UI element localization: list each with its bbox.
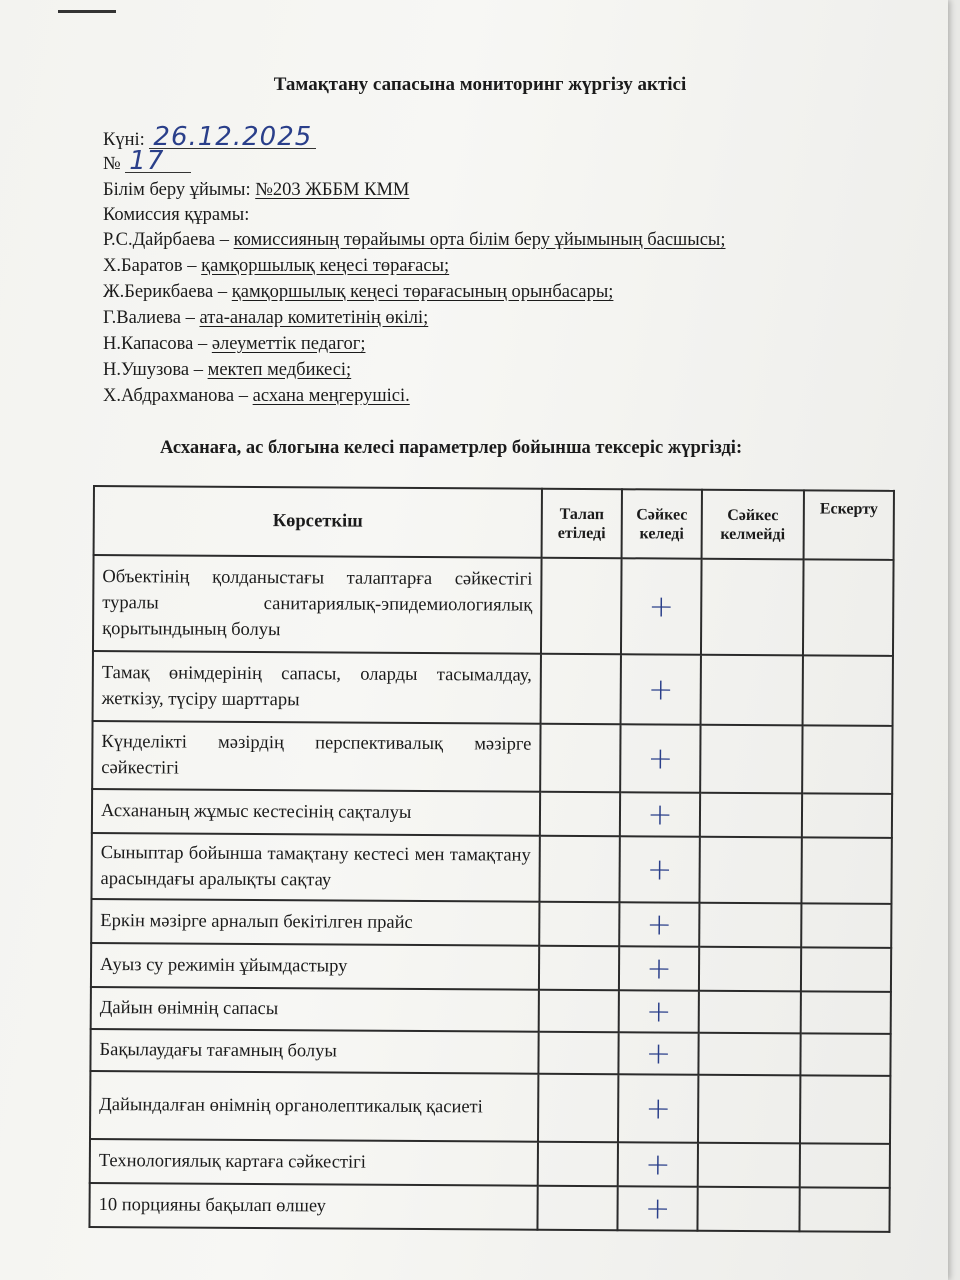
- noncompliant-cell: [699, 903, 801, 948]
- noncompliant-cell: [697, 1187, 799, 1232]
- member-role: асхана меңгерушісі.: [252, 386, 410, 406]
- noncompliant-cell: [698, 1143, 800, 1188]
- member-line: [103, 282, 613, 303]
- compliant-mark: +: [621, 654, 701, 724]
- compliant-mark: +: [618, 1032, 698, 1074]
- noncompliant-cell: [700, 793, 802, 838]
- indicator-cell: Еркін мәзірге арналып бекітілген прайс: [91, 899, 539, 946]
- commission-label: Комиссия құрамы:: [103, 205, 250, 225]
- indicator-cell: Бақылаудағы тағамның болуы: [90, 1029, 538, 1074]
- note-cell: [803, 559, 894, 656]
- table-row: [92, 789, 892, 838]
- header-compliant: [622, 489, 702, 558]
- table-row: [90, 1139, 890, 1188]
- noncompliant-cell: [699, 837, 801, 904]
- required-cell: [539, 836, 619, 902]
- header-required-line2: етіледі: [557, 524, 606, 542]
- note-cell: [801, 903, 891, 948]
- date-label: Күні:: [103, 130, 145, 150]
- member-role: мектеп медбикесі;: [207, 360, 352, 380]
- noncompliant-cell: [700, 725, 802, 794]
- member-line: [103, 308, 428, 329]
- member-line: [103, 334, 365, 355]
- required-cell: [538, 1032, 618, 1074]
- table-row: [89, 1183, 889, 1232]
- note-cell: [801, 837, 891, 904]
- header-required-line1: Талап: [559, 505, 605, 523]
- table-row: [93, 555, 894, 656]
- org-value: №203 ЖББМ КММ: [255, 180, 410, 200]
- note-cell: [800, 1143, 890, 1188]
- required-cell: [538, 1074, 618, 1142]
- header-indicator: Көрсеткіш: [94, 486, 542, 558]
- indicator-cell: Тамақ өнімдерінің сапасы, оларды тасымалдау, жеткізу, түсіру шарттары: [93, 651, 541, 724]
- table-header-row: [94, 486, 894, 560]
- compliant-mark: +: [619, 990, 699, 1032]
- member-name: Н.Капасова –: [103, 334, 208, 354]
- member-name: Р.С.Дайрбаева –: [103, 230, 229, 250]
- table-row: [91, 943, 891, 992]
- required-cell: [540, 792, 620, 836]
- member-line: [103, 230, 726, 251]
- member-line: [103, 386, 410, 407]
- compliant-mark: +: [618, 1142, 698, 1186]
- compliant-mark: +: [620, 792, 700, 836]
- member-name: Н.Ушузова –: [103, 360, 203, 380]
- compliant-mark: +: [618, 1074, 698, 1142]
- number-label: №: [103, 154, 121, 174]
- indicator-cell: Дайындалған өнімнің органолептикалық қасиеті: [90, 1071, 538, 1142]
- member-role: әлеуметтік педагог;: [211, 334, 366, 354]
- indicator-cell: 10 порцияны бақылап өлшеу: [89, 1183, 537, 1230]
- org-label: Білім беру ұйымы:: [103, 180, 251, 200]
- note-cell: [803, 655, 893, 726]
- indicator-cell: Асхананың жұмыс кестесінің сақталуы: [92, 789, 540, 836]
- member-role: комиссияның төрайымы орта білім беру ұйымының басшысы;: [233, 230, 726, 250]
- header-required: [542, 489, 622, 558]
- compliant-mark: +: [619, 902, 699, 946]
- noncompliant-cell: [701, 559, 804, 656]
- member-name: Х.Абдрахманова –: [103, 386, 249, 406]
- required-cell: [538, 1142, 618, 1186]
- header-noncompliant-line1: Сәйкес: [727, 506, 779, 524]
- header-compliant-line1: Сәйкес: [636, 505, 688, 524]
- header-noncompliant-line2: келмейді: [720, 525, 786, 543]
- member-name: Ж.Берикбаева –: [103, 282, 228, 302]
- member-name: Г.Валиева –: [103, 308, 195, 328]
- member-line: [103, 256, 449, 277]
- note-cell: [800, 1075, 890, 1144]
- table-row: [92, 721, 892, 794]
- noncompliant-cell: [698, 1033, 800, 1076]
- note-cell: [801, 947, 891, 992]
- compliant-mark: +: [617, 1186, 697, 1230]
- table-row: [90, 1071, 890, 1144]
- table-row: [93, 651, 893, 726]
- required-cell: [541, 558, 622, 654]
- document-title: Тамақтану сапасына мониторинг жүргізу актісі: [273, 74, 687, 95]
- member-role: ата-аналар комитетінің өкілі;: [199, 308, 429, 328]
- table-row: [91, 987, 891, 1034]
- indicator-cell: Ауыз су режимін ұйымдастыру: [91, 943, 539, 990]
- inspection-table: [88, 485, 895, 1233]
- edge-mark: [58, 10, 116, 13]
- indicator-cell: Дайын өнімнің сапасы: [91, 987, 539, 1032]
- header-noncompliant: [702, 490, 804, 560]
- compliant-mark: +: [619, 836, 699, 902]
- noncompliant-cell: [699, 991, 801, 1034]
- required-cell: [539, 946, 619, 990]
- member-role: қамқоршылық кеңесі төрағасының орынбасары;: [231, 282, 614, 302]
- indicator-cell: Объектінің қолданыстағы талаптарға сәйкестігі туралы санитариялық-эпидемиологиялық қорытындының болуы: [93, 555, 542, 654]
- noncompliant-cell: [701, 655, 803, 726]
- note-cell: [801, 991, 891, 1034]
- compliant-mark: +: [621, 558, 702, 654]
- required-cell: [540, 724, 620, 792]
- noncompliant-cell: [698, 1075, 800, 1144]
- indicator-cell: Технологиялық картаға сәйкестігі: [90, 1139, 538, 1186]
- note-cell: [802, 725, 892, 794]
- compliant-mark: +: [620, 724, 700, 792]
- table-row: [90, 1029, 890, 1076]
- header-compliant-line2: келеді: [639, 524, 684, 543]
- noncompliant-cell: [699, 947, 801, 992]
- table-row: [91, 899, 891, 948]
- number-line: [103, 146, 191, 176]
- note-cell: [799, 1187, 889, 1232]
- required-cell: [539, 902, 619, 946]
- note-cell: [802, 793, 892, 838]
- header-note: Ескерту: [804, 490, 894, 560]
- indicator-cell: Күнделікті мәзірдің перспективалық мәзірге сәйкестігі: [92, 721, 540, 792]
- member-line: [103, 360, 351, 381]
- required-cell: [539, 990, 619, 1032]
- required-cell: [541, 654, 621, 724]
- member-role: қамқоршылық кеңесі төрағасы;: [201, 256, 450, 276]
- member-name: Х.Баратов –: [103, 256, 197, 276]
- table-row: [91, 833, 891, 904]
- compliant-mark: +: [619, 946, 699, 990]
- section-subtitle: Асханаға, ас блогына келесі параметрлер бойынша тексеріс жүргізді:: [160, 438, 743, 458]
- note-cell: [800, 1033, 890, 1076]
- indicator-cell: Сыныптар бойынша тамақтану кестесі мен тамақтану арасындағы аралықты сақтау: [91, 833, 539, 902]
- date-value: 26.12.2025: [149, 126, 316, 149]
- required-cell: [537, 1186, 617, 1230]
- org-line: [103, 180, 409, 201]
- number-value: 17: [125, 150, 191, 173]
